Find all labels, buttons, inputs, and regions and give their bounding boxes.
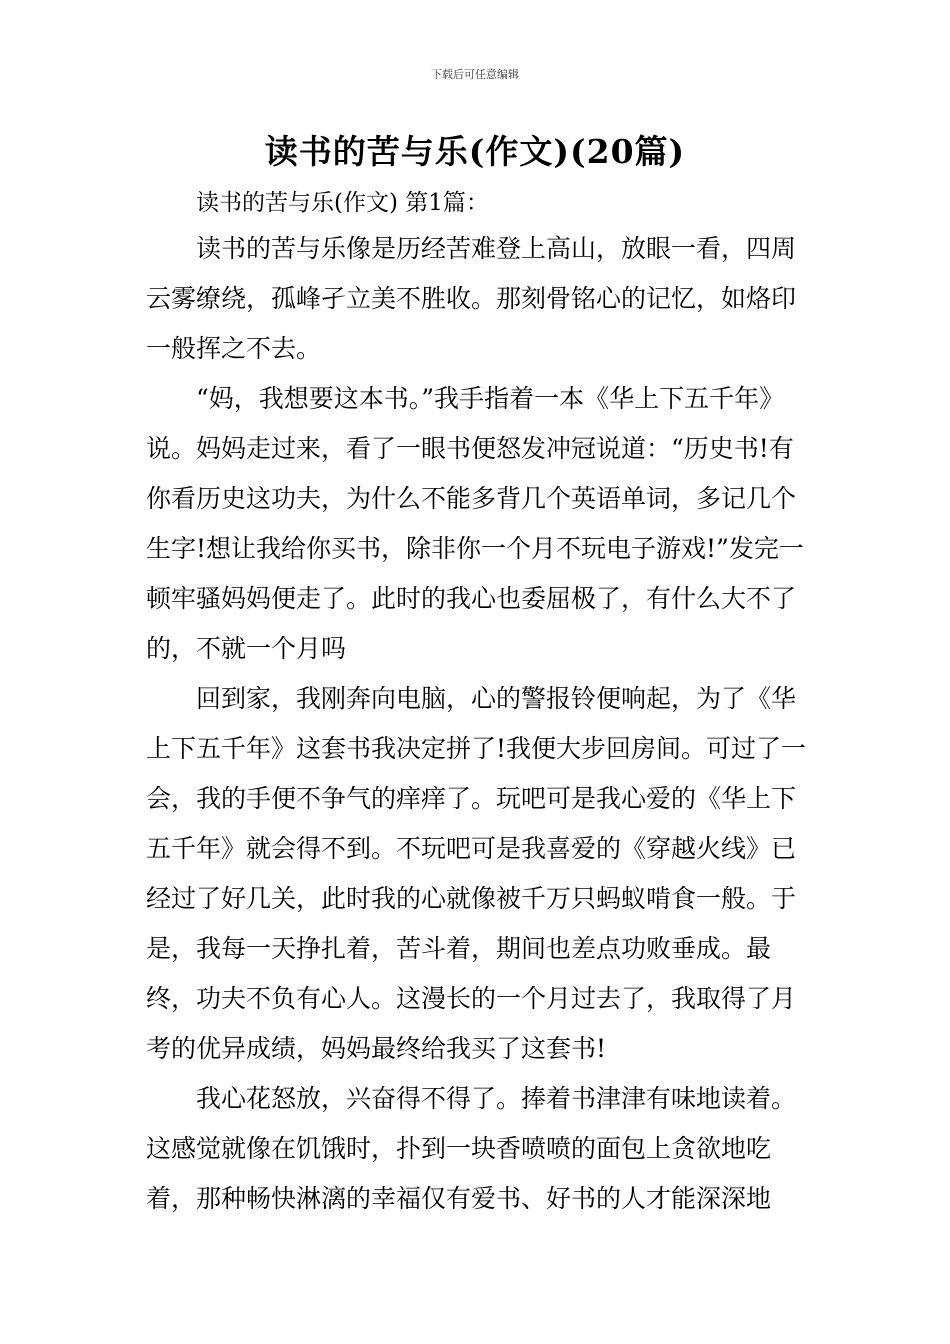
document-title: 读书的苦与乐(作文)(20篇) (264, 132, 686, 171)
paragraph-2: “妈，我想要这本书。”我手指着一本《华上下五千年》说。妈妈走过来，看了一眼书便怒发冲冠说道：“历史书!有你看历史这功夫，为什么不能多背几个英语单词，多记几个生字!想让我给你买书，除非你一个月不玩电子游戏!”发完一顿牢骚妈妈便走了。此时的我心也委屈极了，有什么大不了的，不就一个月吗 (146, 384, 804, 663)
paragraph-4: 我心花怒放，兴奋得不得了。捧着书津津有味地读着。这感觉就像在饥饿时，扑到一块香喷喷的面包上贪欲地吃着，那种畅快淋漓的幸福仅有爱书、好书的人才能深深地 (146, 1084, 797, 1213)
header-note: 下载后可任意编辑 (431, 68, 519, 81)
body-text (146, 224, 812, 1224)
paragraph-3: 回到家，我刚奔向电脑，心的警报铃便响起，为了《华上下五千年》这套书我决定拼了!我便大步回房间。可过了一会，我的手便不争气的痒痒了。玩吧可是我心爱的《华上下五千年》就会得不到。不玩吧可是我喜爱的《穿越火线》已经过了好几关，此时我的心就像被千万只蚂蚁啃食一般。于是，我每一天挣扎着，苦斗着，期间也差点功败垂成。最终，功夫不负有心人。这漫长的一个月过去了，我取得了月考的优异成绩，妈妈最终给我买了这套书! (146, 684, 807, 1063)
section-heading: 读书的苦与乐(作文) 第1篇： (196, 190, 489, 216)
paragraph-1: 读书的苦与乐像是历经苦难登上高山，放眼一看，四周云雾缭绕，孤峰孑立美不胜收。那刻骨铭心的记忆，如烙印一般挥之不去。 (146, 234, 797, 363)
